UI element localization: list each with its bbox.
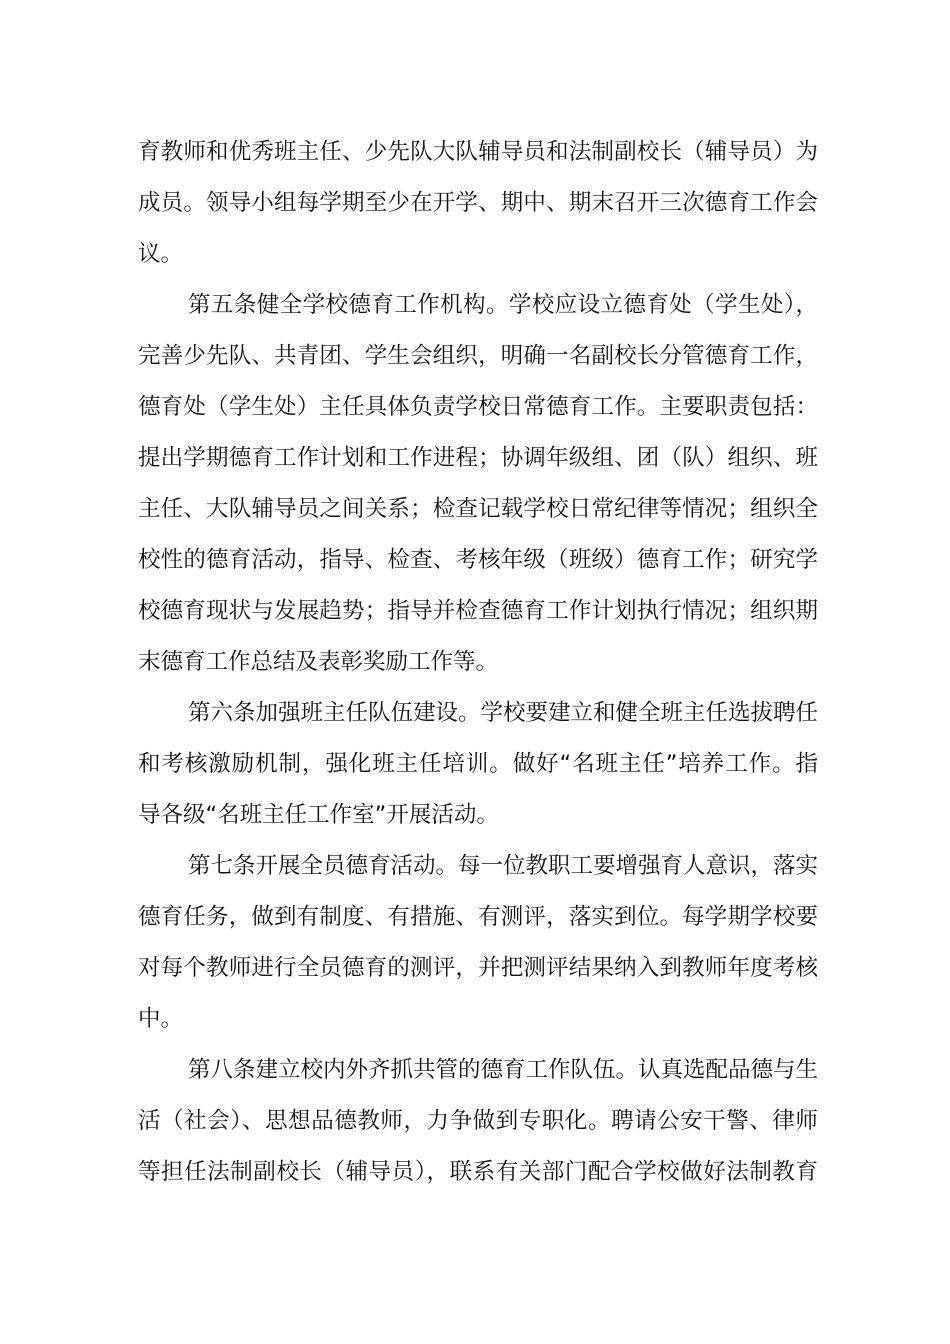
text-line: 等担任法制副校长（辅导员），联系有关部门配合学校做好法制教育 <box>138 1159 818 1185</box>
text-line: 德育处（学生处）主任具体负责学校日常德育工作。主要职责包括： <box>138 394 818 420</box>
article-8-line: 第八条建立校内外齐抓共管的德育工作队伍。认真选配品德与生 <box>188 1057 819 1083</box>
text-line: 对每个教师进行全员德育的测评，并把测评结果纳入到教师年度考核 <box>138 955 818 981</box>
article-6-line: 第六条加强班主任队伍建设。学校要建立和健全班主任选拔聘任 <box>188 700 819 726</box>
text-line: 校性的德育活动，指导、检查、考核年级（班级）德育工作；研究学 <box>138 547 818 573</box>
text-line: 完善少先队、共青团、学生会组织，明确一名副校长分管德育工作， <box>138 343 818 369</box>
document-body <box>138 127 818 1198</box>
text-line: 议。 <box>138 241 184 267</box>
text-line: 导各级“名班主任工作室”开展活动。 <box>138 802 499 828</box>
text-line: 德育任务，做到有制度、有措施、有测评，落实到位。每学期学校要 <box>138 904 818 930</box>
text-line: 主任、大队辅导员之间关系；检查记载学校日常纪律等情况；组织全 <box>138 496 818 522</box>
article-5-line: 第五条健全学校德育工作机构。学校应设立德育处（学生处）， <box>188 292 818 318</box>
text-line: 提出学期德育工作计划和工作进程；协调年级组、团（队）组织、班 <box>138 445 818 471</box>
text-line: 校德育现状与发展趋势；指导并检查德育工作计划执行情况；组织期 <box>138 598 818 624</box>
text-line: 末德育工作总结及表彰奖励工作等。 <box>138 649 499 675</box>
text-line: 活（社会）、思想品德教师，力争做到专职化。聘请公安干警、律师 <box>138 1108 818 1134</box>
text-line: 育教师和优秀班主任、少先队大队辅导员和法制副校长（辅导员）为 <box>138 139 818 165</box>
text-line: 中。 <box>138 1006 184 1032</box>
text-line: 和考核激励机制，强化班主任培训。做好“名班主任”培养工作。指 <box>138 751 818 777</box>
article-7-line: 第七条开展全员德育活动。每一位教职工要增强育人意识，落实 <box>188 853 819 879</box>
text-line: 成员。领导小组每学期至少在开学、期中、期末召开三次德育工作会 <box>138 190 818 216</box>
